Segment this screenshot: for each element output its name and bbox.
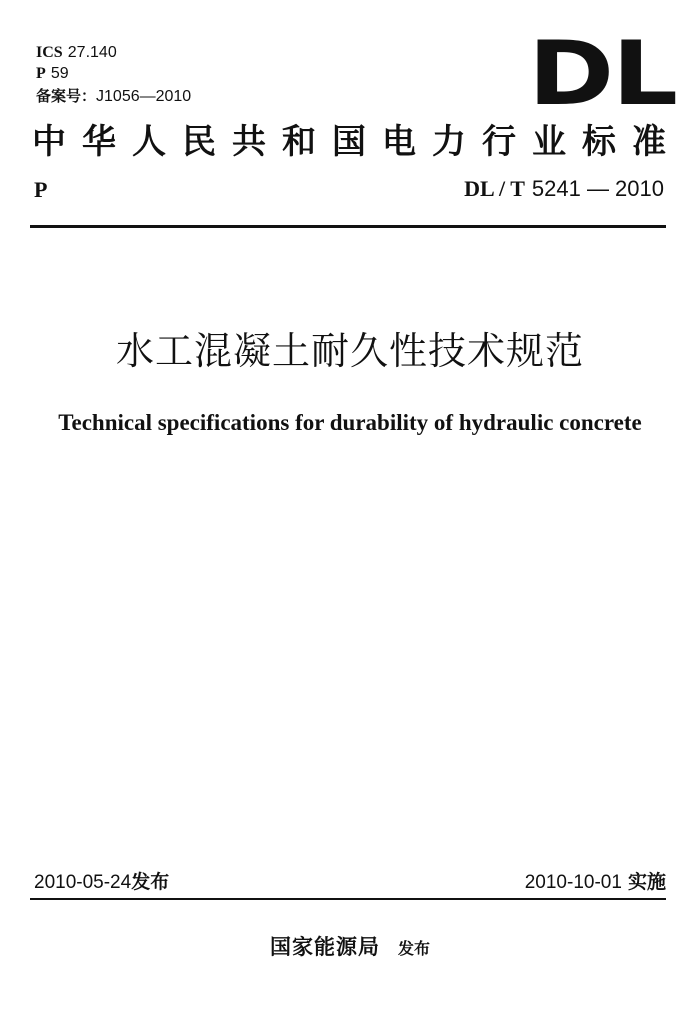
issue-date xyxy=(34,869,169,896)
implementation-date-value: 2010-10-01 xyxy=(524,872,622,893)
classification-label: P xyxy=(36,65,46,82)
record-number xyxy=(36,86,191,107)
bottom-divider xyxy=(30,898,666,900)
title-english: Technical specifications for durability of hydraulic concrete xyxy=(58,410,642,435)
issue-date-value: 2010-05-24 xyxy=(34,872,132,893)
standard-body-name: 中华人民共和国电力行业标准 xyxy=(32,122,668,162)
publisher-action: 发布 xyxy=(397,939,430,958)
classification-value: 59 xyxy=(50,65,69,82)
implementation-date-label: 实施 xyxy=(627,871,666,893)
standard-number xyxy=(464,175,664,204)
record-label: 备案号： xyxy=(36,87,97,105)
title-chinese: 水工混凝土耐久性技术规范 xyxy=(115,329,584,373)
publisher-name: 国家能源局 xyxy=(269,934,380,959)
standard-number-value: 5241 — 2010 xyxy=(531,176,664,201)
publisher xyxy=(0,932,700,962)
ics-code xyxy=(36,42,117,63)
issue-date-label: 发布 xyxy=(131,871,170,893)
classification-code xyxy=(36,63,69,84)
ics-label: ICS xyxy=(36,44,63,61)
dl-logo xyxy=(528,22,676,125)
ics-value: 27.140 xyxy=(67,44,117,61)
top-divider xyxy=(30,225,666,228)
dl-logo-text: DL xyxy=(528,22,676,125)
implementation-date xyxy=(525,869,666,896)
standard-number-prefix: DL / T xyxy=(464,176,525,201)
record-value: J1056—2010 xyxy=(96,88,192,105)
category-code: P xyxy=(34,177,48,202)
